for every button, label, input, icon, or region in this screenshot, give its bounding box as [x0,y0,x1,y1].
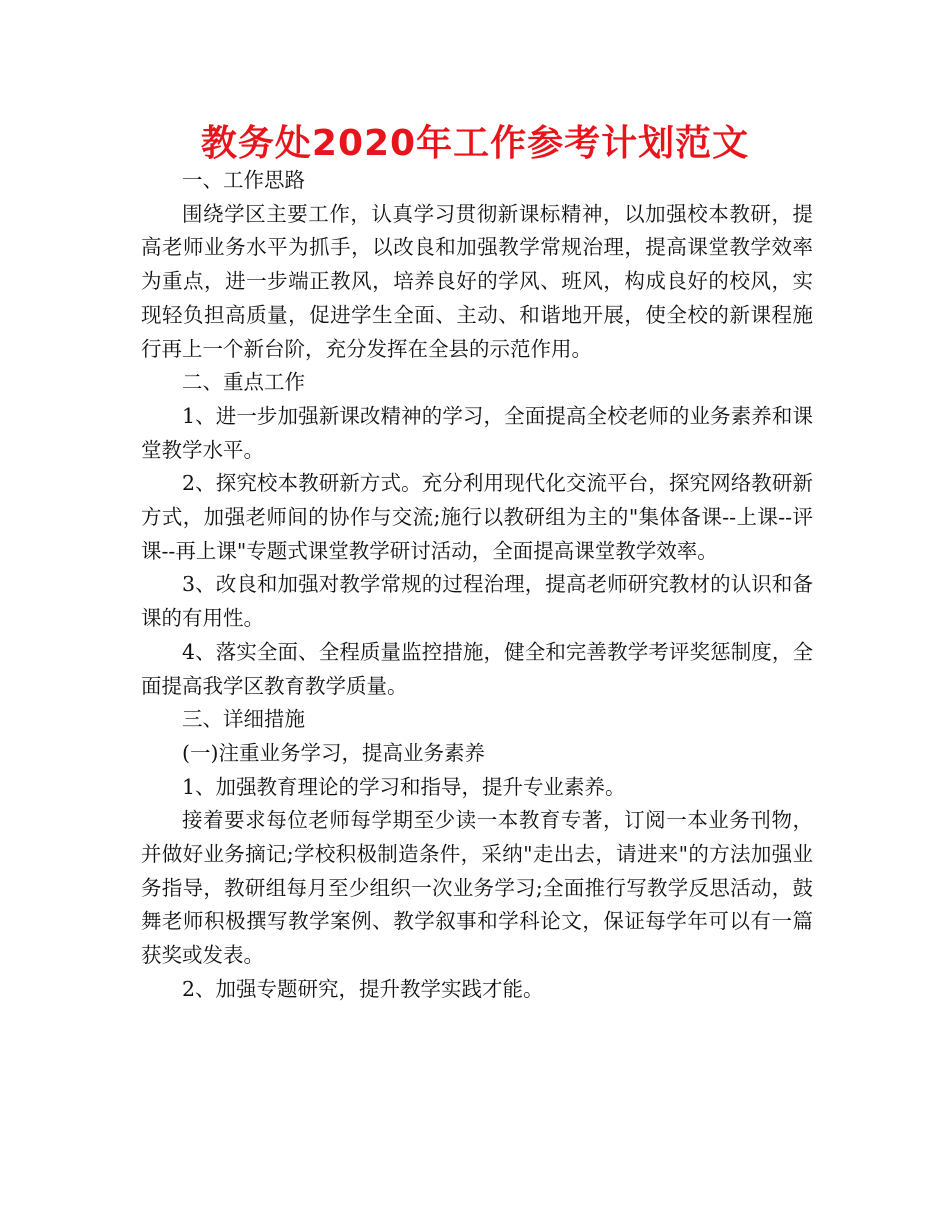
paragraph-key-work-1: 1、进一步加强新课改精神的学习，全面提高全校老师的业务素养和课堂教学水平。 [141,403,813,462]
paragraph-measure-2: 2、加强专题研究，提升教学实践才能。 [182,976,544,1001]
paragraph-key-work-4: 4、落实全面、全程质量监控措施，健全和完善教学考评奖惩制度，全面提高我学区教育教学质量。 [141,639,813,698]
paragraph-approach: 围绕学区主要工作，认真学习贯彻新课标精神，以加强校本教研，提高老师业务水平为抓手，以改良和加强教学常规治理，提高课堂教学效率为重点，进一步端正教风，培养良好的学风、班风，构成良好的校风，实现轻负担高质量，促进学生全面、主动、和谐地开展，使全校的新课程施行再上一个新台阶，充分发挥在全县的示范作用。 [141,201,813,361]
section-heading-key-work: 二、重点工作 [182,370,305,395]
paragraph-key-work-3: 3、改良和加强对教学常规的过程治理，提高老师研究教材的认识和备课的有用性。 [141,572,813,631]
paragraph-key-work-2: 2、探究校本教研新方式。充分利用现代化交流平台，探究网络教研新方式，加强老师间的协作与交流;施行以教研组为主的"集体备课--上课--评课--再上课"专题式课堂教学研讨活动，全面提高课堂教学效率。 [141,471,813,563]
document-body [141,164,813,1007]
paragraph-measure-1: 1、加强教育理论的学习和指导，提升专业素养。 [182,774,626,799]
section-heading-approach: 一、工作思路 [182,168,305,192]
subsection-heading-study: (一)注重业务学习，提高业务素养 [182,740,485,765]
document-title: 教务处2020年工作参考计划范文 [200,123,750,164]
paragraph-measure-1-detail: 接着要求每位老师每学期至少读一本教育专著，订阅一本业务刊物，并做好业务摘记;学校积极制造条件，采纳"走出去，请进来"的方法加强业务指导，教研组每月至少组织一次业务学习;全面推行写教学反思活动，鼓舞老师积极撰写教学案例、教学叙事和学科论文，保证每学年可以有一篇获奖或发表。 [141,808,813,968]
section-heading-measures: 三、详细措施 [182,707,305,732]
